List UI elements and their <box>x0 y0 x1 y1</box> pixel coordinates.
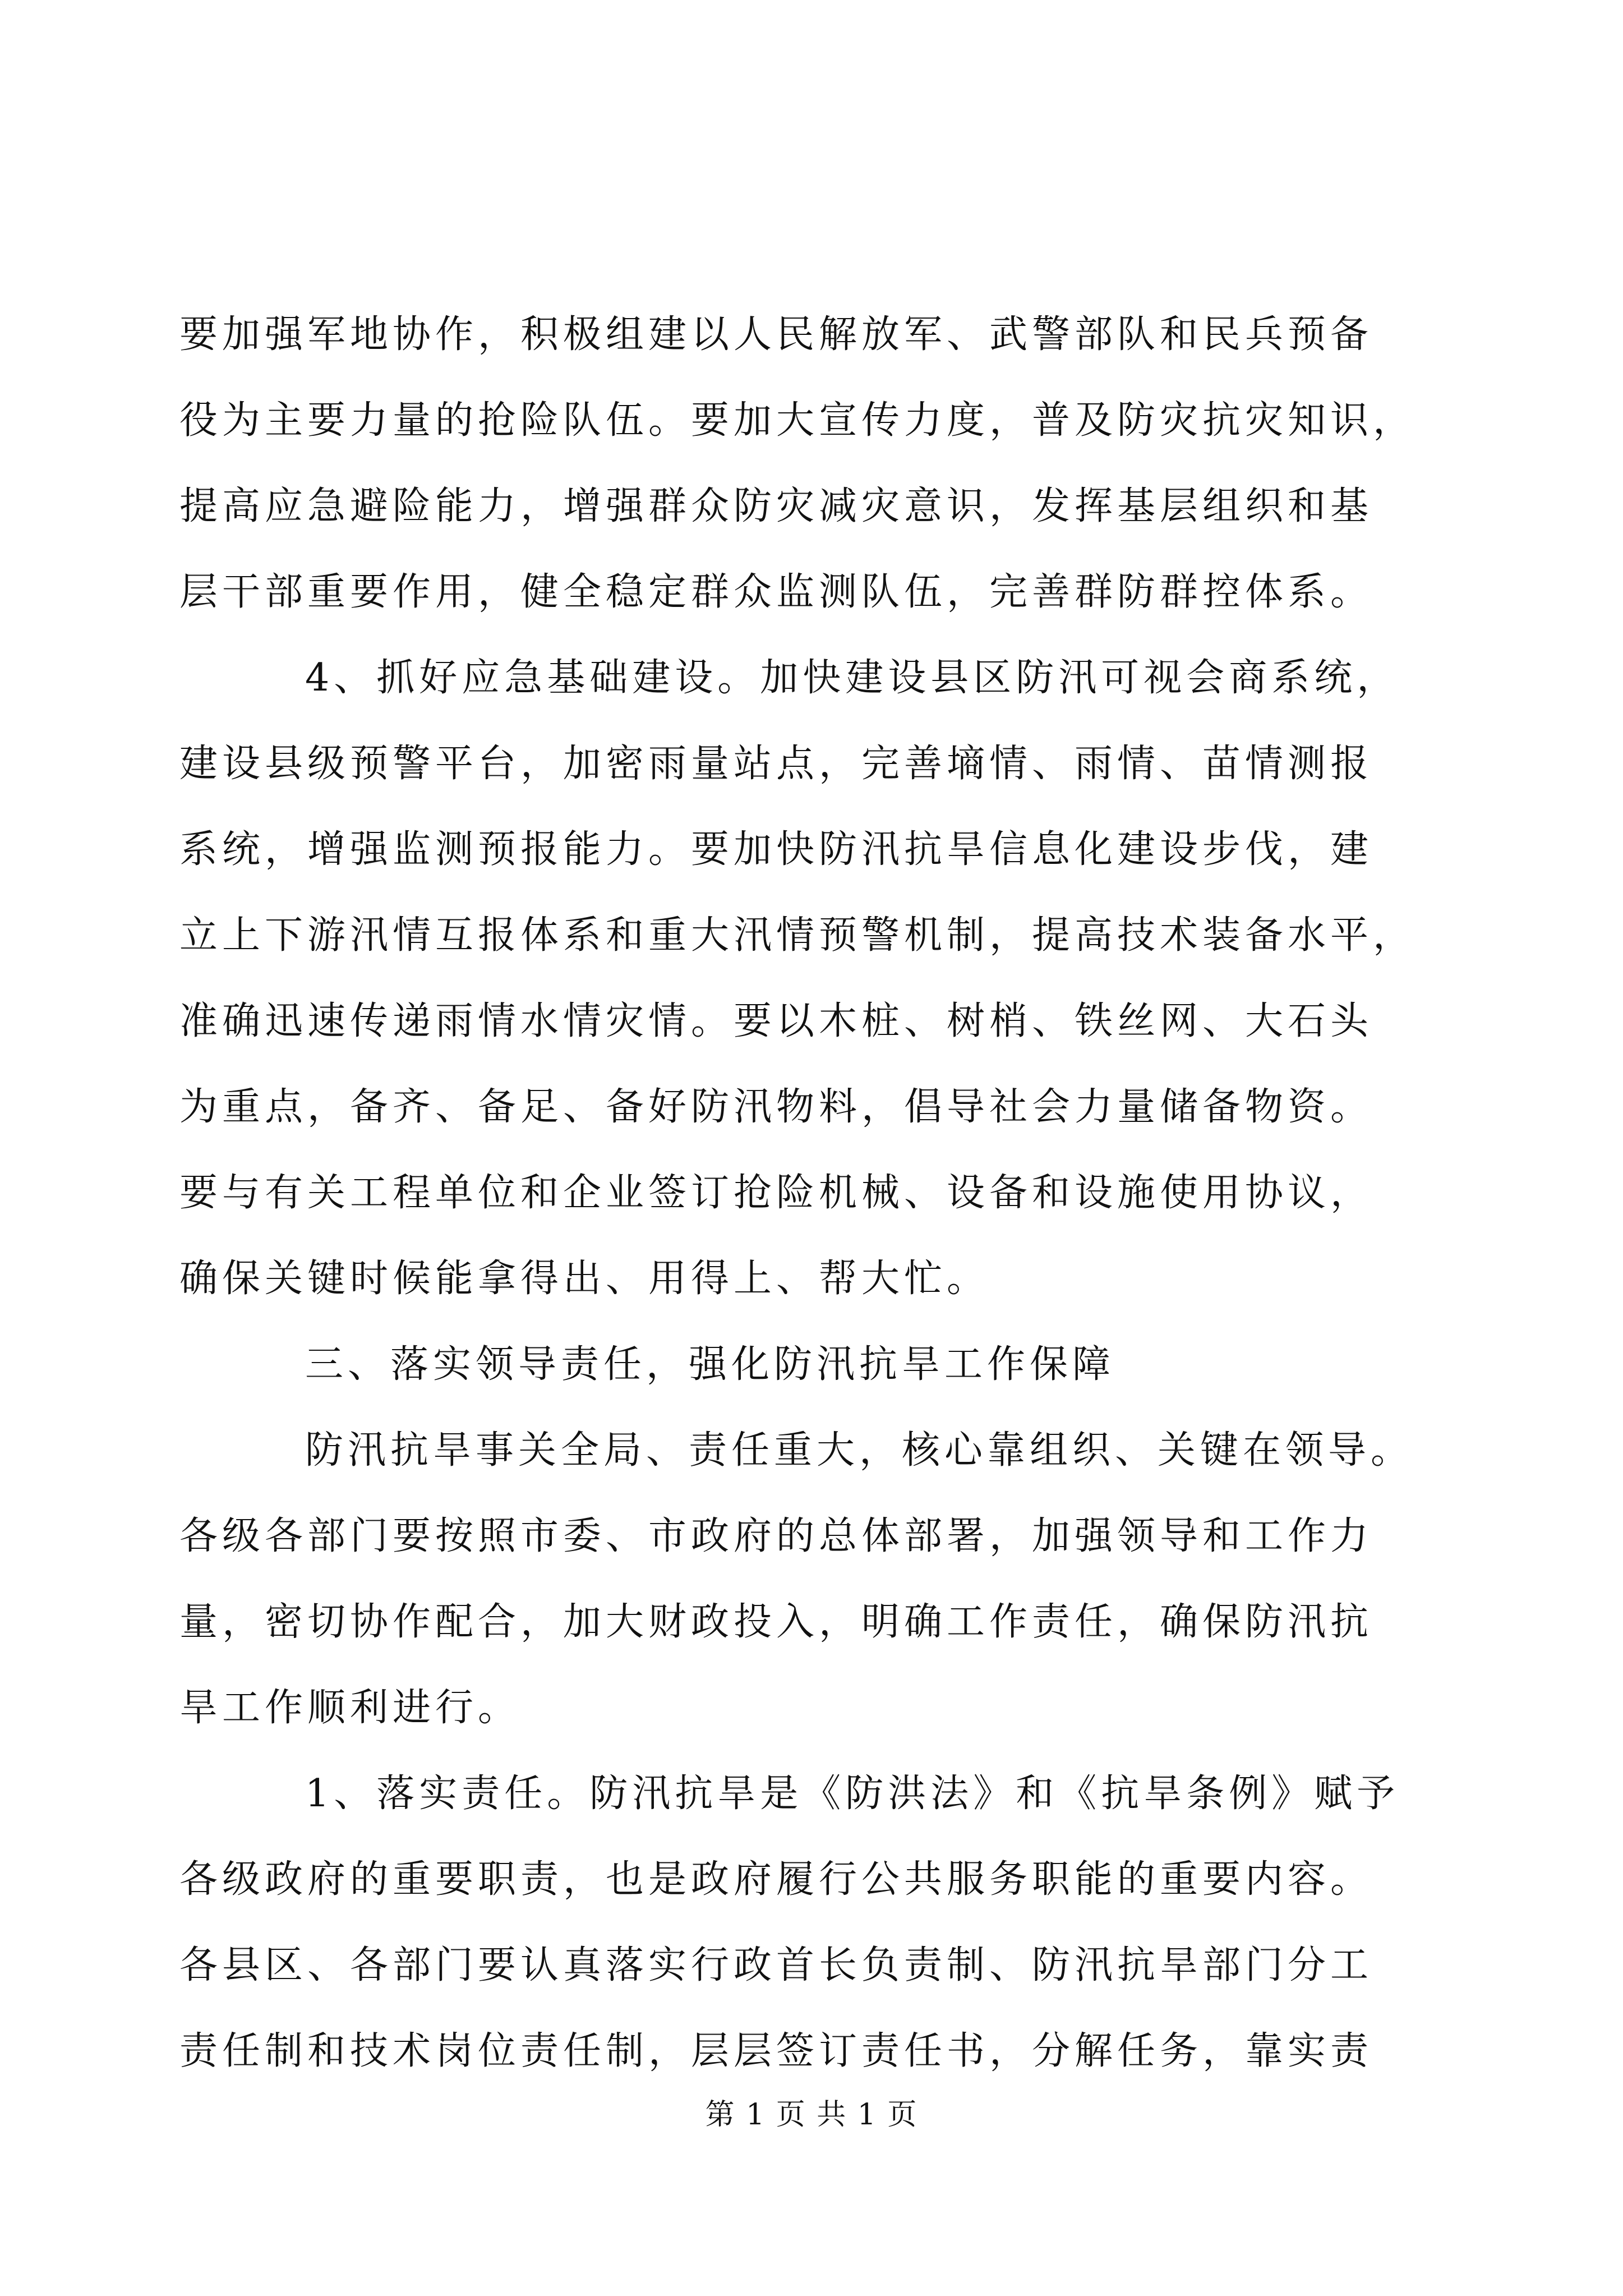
text-line: 要与有关工程单位和企业签订抢险机械、设备和设施使用协议， <box>179 1171 1373 1215</box>
text-line: 役为主要力量的抢险队伍。要加大宣传力度，普及防灾抗灾知识， <box>179 398 1416 443</box>
page-number-footer: 第 1 页 共 1 页 <box>705 2098 918 2132</box>
text-line: 提高应急避险能力，增强群众防灾减灾意识，发挥基层组织和基 <box>179 484 1373 528</box>
text-line: 责任制和技术岗位责任制，层层签订责任书，分解任务，靠实责 <box>179 2029 1373 2073</box>
text-line: 要加强军地协作，积极组建以人民解放军、武警部队和民兵预备 <box>179 312 1373 357</box>
text-line: 旱工作顺利进行。 <box>179 1686 521 1730</box>
paragraph-start-line: 1、落实责任。防汛抗旱是《防洪法》和《抗旱条例》赋予 <box>305 1772 1400 1816</box>
paragraph-start-line: 防汛抗旱事关全局、责任重大，核心靠组织、关键在领导。 <box>305 1428 1414 1473</box>
text-line: 准确迅速传递雨情水情灾情。要以木桩、树梢、铁丝网、大石头 <box>179 999 1373 1043</box>
text-line: 层干部重要作用，健全稳定群众监测队伍，完善群防群控体系。 <box>179 570 1373 614</box>
text-line: 量，密切协作配合，加大财政投入，明确工作责任，确保防汛抗 <box>179 1600 1373 1644</box>
text-line: 各级各部门要按照市委、市政府的总体部署，加强领导和工作力 <box>179 1514 1373 1558</box>
paragraph-start-line: 4、抓好应急基础建设。加快建设县区防汛可视会商系统， <box>305 656 1400 700</box>
text-line: 为重点，备齐、备足、备好防汛物料，倡导社会力量储备物资。 <box>179 1085 1373 1129</box>
document-body <box>179 292 1441 2094</box>
text-line: 系统，增强监测预报能力。要加快防汛抗旱信息化建设步伐，建 <box>179 827 1373 872</box>
text-line: 建设县级预警平台，加密雨量站点，完善墒情、雨情、苗情测报 <box>179 742 1373 786</box>
text-line: 确保关键时候能拿得出、用得上、帮大忙。 <box>179 1257 990 1301</box>
text-line: 各级政府的重要职责，也是政府履行公共服务职能的重要内容。 <box>179 1857 1373 1902</box>
text-line: 各县区、各部门要认真落实行政首长负责制、防汛抗旱部门分工 <box>179 1943 1373 1987</box>
section-heading: 三、落实领导责任，强化防汛抗旱工作保障 <box>305 1342 1115 1387</box>
text-line: 立上下游汛情互报体系和重大汛情预警机制，提高技术装备水平， <box>179 913 1416 958</box>
